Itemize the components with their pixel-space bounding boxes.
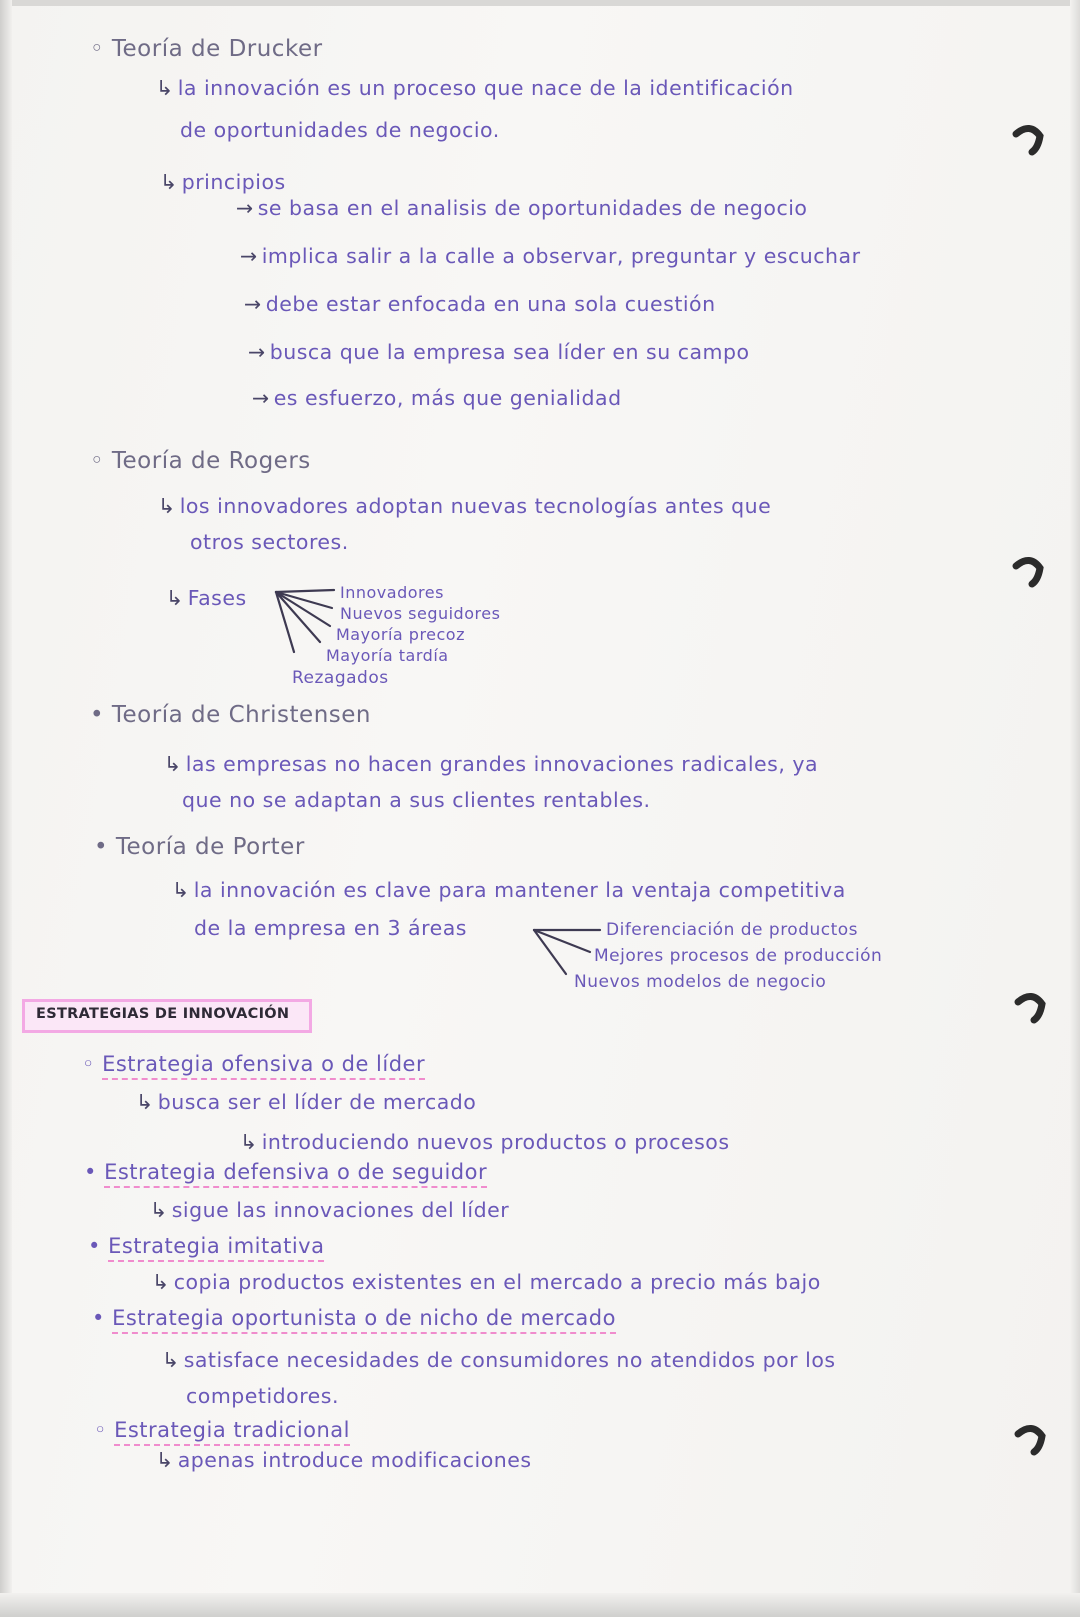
page-bottom-edge <box>0 1593 1080 1617</box>
strategy-defensiva-line-1-text: sigue las innovaciones del líder <box>171 1198 510 1222</box>
fase-item: Rezagados <box>292 668 389 688</box>
porter-title: Teoría de Porter <box>115 834 305 860</box>
drucker-heading: ◦ Teoría de Drucker <box>90 36 323 62</box>
binder-hole-4 <box>1012 1420 1052 1460</box>
fase-item: Innovadores <box>340 583 444 602</box>
binder-hole-2 <box>1010 552 1050 592</box>
strategy-tradicional-line-1-text: apenas introduce modificaciones <box>177 1448 532 1472</box>
page-top-edge <box>0 0 1080 6</box>
christensen-line-2: que no se adaptan a sus clientes rentables. <box>182 788 651 812</box>
hook-arrow-icon: ↳ <box>162 1348 180 1372</box>
drucker-line-1-text: la innovación es un proceso que nace de la identificación <box>177 76 794 100</box>
strategy-ofensiva-title: Estrategia ofensiva o de líder <box>102 1052 425 1080</box>
rogers-line-1 <box>158 494 771 518</box>
drucker-principios-label <box>160 170 286 194</box>
arrow-right-icon: → <box>244 292 262 316</box>
hook-arrow-icon: ↳ <box>158 494 176 518</box>
hook-arrow-icon: ↳ <box>160 170 178 194</box>
strategy-oportunista-title: Estrategia oportunista o de nicho de mercado <box>112 1306 616 1334</box>
hook-arrow-icon: ↳ <box>156 1448 174 1472</box>
strategy-oportunista-heading: • Estrategia oportunista o de nicho de mercado <box>92 1306 616 1330</box>
strategy-tradicional-title: Estrategia tradicional <box>114 1418 350 1446</box>
strategy-ofensiva-line-2-text: introduciendo nuevos productos o procesos <box>261 1130 730 1154</box>
christensen-line-1 <box>164 752 818 776</box>
binder-hole-1 <box>1010 120 1050 160</box>
strategy-oportunista-line-1 <box>162 1348 836 1372</box>
principio-text: implica salir a la calle a observar, preguntar y escuchar <box>261 244 861 268</box>
principio-text: se basa en el analisis de oportunidades de negocio <box>257 196 808 220</box>
arrow-right-icon: → <box>248 340 266 364</box>
arrow-right-icon: → <box>236 196 254 220</box>
strategy-ofensiva-line-2 <box>240 1130 730 1154</box>
rogers-line-1-text: los innovadores adoptan nuevas tecnologías antes que <box>179 494 772 518</box>
binder-hole-3 <box>1012 988 1052 1028</box>
strategy-ofensiva-heading: ◦ Estrategia ofensiva o de líder <box>82 1052 425 1076</box>
rogers-title: Teoría de Rogers <box>111 448 311 474</box>
hook-arrow-icon: ↳ <box>172 878 190 902</box>
principios-label-text: principios <box>181 170 286 194</box>
principio-item <box>248 340 750 364</box>
hook-arrow-icon: ↳ <box>240 1130 258 1154</box>
hook-arrow-icon: ↳ <box>136 1090 154 1114</box>
principio-text: busca que la empresa sea líder en su campo <box>269 340 750 364</box>
strategy-tradicional-line-1 <box>156 1448 532 1472</box>
strategy-defensiva-line-1 <box>150 1198 509 1222</box>
porter-area-item: Mejores procesos de producción <box>594 946 883 966</box>
rogers-heading: ◦ Teoría de Rogers <box>90 448 311 474</box>
fase-item: Mayoría tardía <box>326 646 449 665</box>
principio-text: es esfuerzo, más que genialidad <box>273 386 622 410</box>
principio-item <box>244 292 716 316</box>
fase-item: Nuevos seguidores <box>340 604 501 623</box>
porter-area-item: Nuevos modelos de negocio <box>574 972 827 992</box>
strategy-ofensiva-line-1 <box>136 1090 476 1114</box>
strategy-defensiva-title: Estrategia defensiva o de seguidor <box>104 1160 487 1188</box>
strategy-defensiva-heading: • Estrategia defensiva o de seguidor <box>84 1160 487 1184</box>
porter-heading: • Teoría de Porter <box>94 834 305 860</box>
strategy-imitativa-heading: • Estrategia imitativa <box>88 1234 324 1258</box>
principio-item <box>236 196 807 220</box>
drucker-line-1 <box>156 76 794 100</box>
christensen-heading: • Teoría de Christensen <box>90 702 371 728</box>
strategy-ofensiva-line-1-text: busca ser el líder de mercado <box>157 1090 477 1114</box>
christensen-line-1-text: las empresas no hacen grandes innovaciones radicales, ya <box>185 752 819 776</box>
fases-label-text: Fases <box>187 586 247 610</box>
rogers-fases-label <box>166 586 247 610</box>
principio-item <box>252 386 622 410</box>
hook-arrow-icon: ↳ <box>152 1270 170 1294</box>
drucker-title: Teoría de Drucker <box>111 36 323 62</box>
porter-area-item: Diferenciación de productos <box>606 920 859 940</box>
strategies-heading: ESTRATEGIAS DE INNOVACIÓN <box>36 1006 290 1022</box>
hook-arrow-icon: ↳ <box>164 752 182 776</box>
hook-arrow-icon: ↳ <box>156 76 174 100</box>
strategy-oportunista-line-2: competidores. <box>186 1384 339 1408</box>
strategy-imitativa-line-1-text: copia productos existentes en el mercado a precio más bajo <box>173 1270 821 1294</box>
fase-item: Mayoría precoz <box>336 625 465 644</box>
strategy-tradicional-heading: ◦ Estrategia tradicional <box>94 1418 350 1442</box>
page-right-edge <box>1070 0 1080 1617</box>
porter-line-1 <box>172 878 846 902</box>
strategy-imitativa-title: Estrategia imitativa <box>108 1234 324 1262</box>
principio-item <box>240 244 861 268</box>
hook-arrow-icon: ↳ <box>166 586 184 610</box>
drucker-line-2: de oportunidades de negocio. <box>180 118 500 142</box>
rogers-line-2: otros sectores. <box>190 530 349 554</box>
hook-arrow-icon: ↳ <box>150 1198 168 1222</box>
strategy-imitativa-line-1 <box>152 1270 821 1294</box>
strategy-oportunista-line-1-text: satisface necesidades de consumidores no atendidos por los <box>183 1348 836 1372</box>
porter-line-1-text: la innovación es clave para mantener la ventaja competitiva <box>193 878 846 902</box>
principio-text: debe estar enfocada en una sola cuestión <box>265 292 716 316</box>
christensen-title: Teoría de Christensen <box>111 702 371 728</box>
arrow-right-icon: → <box>240 244 258 268</box>
porter-line-2: de la empresa en 3 áreas <box>194 916 467 940</box>
arrow-right-icon: → <box>252 386 270 410</box>
page-left-edge <box>0 0 12 1617</box>
